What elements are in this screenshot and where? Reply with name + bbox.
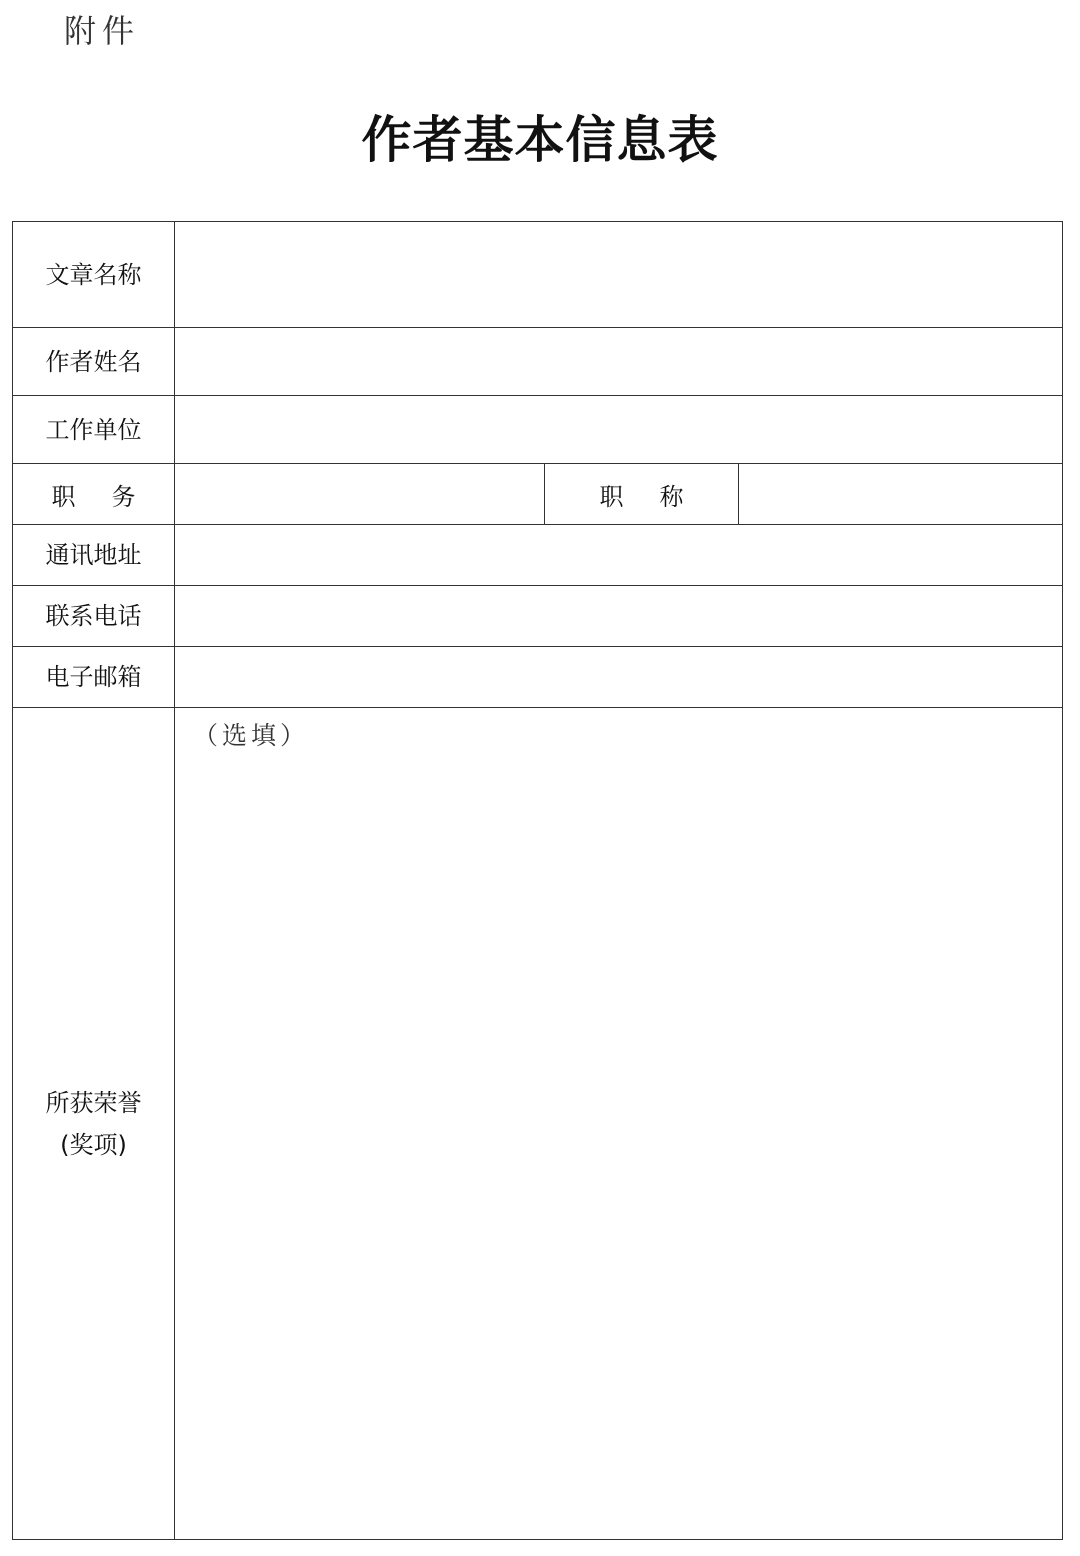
professional-title-label: 职称 — [545, 464, 739, 525]
position-label: 职务 — [13, 464, 175, 525]
row-phone — [13, 586, 1063, 647]
row-address — [13, 525, 1063, 586]
position-field[interactable] — [175, 464, 545, 525]
email-field[interactable] — [175, 647, 1063, 708]
row-author-name — [13, 328, 1063, 396]
row-article-title — [13, 222, 1063, 328]
attachment-label: 附件 — [64, 12, 141, 50]
page-title: 作者基本信息表 — [361, 110, 719, 169]
phone-field[interactable] — [175, 586, 1063, 647]
phone-label: 联系电话 — [13, 586, 175, 647]
row-email — [13, 647, 1063, 708]
author-info-table — [12, 221, 1063, 1540]
article-title-field[interactable] — [175, 222, 1063, 328]
professional-title-field[interactable] — [739, 464, 1063, 525]
row-work-unit — [13, 396, 1063, 464]
work-unit-field[interactable] — [175, 396, 1063, 464]
honors-label-line2: (奖项) — [60, 1130, 127, 1159]
row-honors — [13, 708, 1063, 1540]
address-field[interactable] — [175, 525, 1063, 586]
email-label: 电子邮箱 — [13, 647, 175, 708]
honors-optional-hint: （选填） — [193, 721, 310, 750]
honors-field[interactable] — [175, 708, 1063, 1540]
author-name-field[interactable] — [175, 328, 1063, 396]
work-unit-label: 工作单位 — [13, 396, 175, 464]
row-position — [13, 464, 1063, 525]
honors-label — [13, 708, 175, 1540]
article-title-label: 文章名称 — [13, 222, 175, 328]
honors-label-line1: 所获荣誉 — [45, 1088, 142, 1117]
address-label: 通讯地址 — [13, 525, 175, 586]
author-name-label: 作者姓名 — [13, 328, 175, 396]
